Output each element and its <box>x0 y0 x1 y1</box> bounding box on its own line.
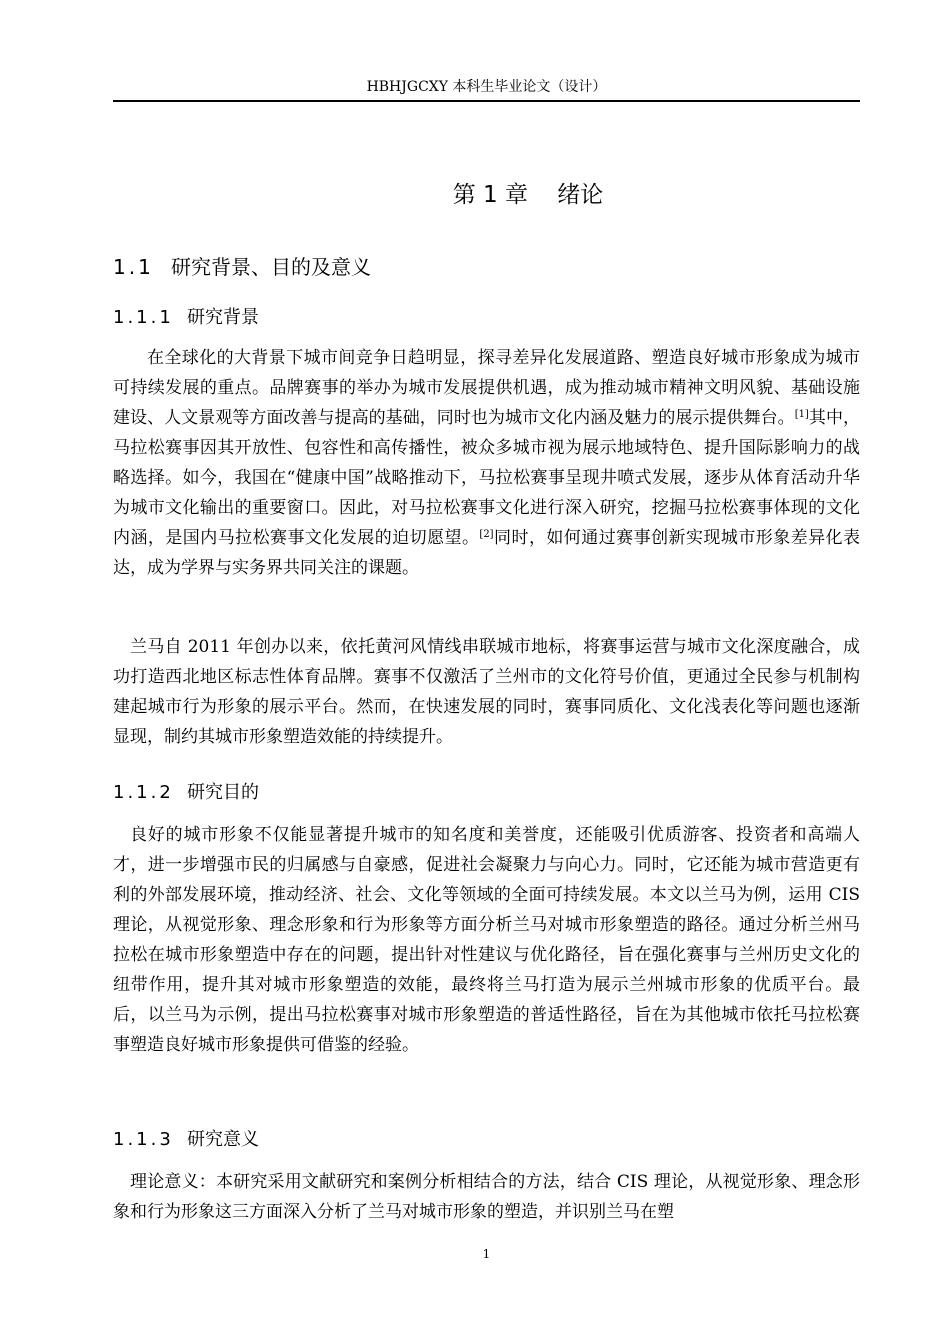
subsection-heading-1-1-2 <box>113 781 259 805</box>
subsection-number: 1.1.3 <box>113 1129 174 1150</box>
chapter-title: 第 1 章 绪论 <box>452 182 604 208</box>
subsection-title: 研究意义 <box>187 1129 259 1150</box>
paragraph-text: 同时，如何通过赛事创新实现城市形象差异化表达，成为学界与实务界共同关注的课题。 <box>113 528 861 578</box>
header-rule <box>113 100 860 102</box>
paragraph-significance: 理论意义：本研究采用文献研究和案例分析相结合的方法，结合 CIS 理论，从视觉形象、理念形象和行为形象这三方面深入分析了兰马对城市形象的塑造，并识别兰马在塑 <box>113 1172 860 1222</box>
paragraph-text: 在全球化的大背景下城市间竞争日趋明显，探寻差异化发展道路、塑造良好城市形象成为城市可持续发展的重点。品牌赛事的举办为城市发展提供机遇，成为推动城市精神文明风貌、基础设施建设、人文景观等方面改善与提高的基础，同时也为城市文化内涵及魅力的展示提供舞台。 <box>113 348 860 428</box>
paragraph-text: 其中，马拉松赛事因其开放性、包容性和高传播性，被众多城市视为展示地域特色、提升国际影响力的战略选择。如今，我国在“健康中国”战略推动下，马拉松赛事呈现井喷式发展，逐步从体育活动升华为城市文化输出的重要窗口。因此，对马拉松赛事文化进行深入研究，挖掘马拉松赛事体现的文化内涵，是国内马拉松赛事文化发展的迫切愿望。 <box>113 408 861 548</box>
section-title: 研究背景、目的及意义 <box>171 255 371 279</box>
paragraph-lanma-intro: 兰马自 2011 年创办以来，依托黄河风情线串联城市地标，将赛事运营与城市文化深度融合，成功打造西北地区标志性体育品牌。赛事不仅激活了兰州市的文化符号价值，更通过全民参与机制构建起城市行为形象的展示平台。然而，在快速发展的同时，赛事同质化、文化浅表化等问题也逐渐显现，制约其城市形象塑造效能的持续提升。 <box>113 637 860 747</box>
subsection-number: 1.1.1 <box>113 307 174 328</box>
subsection-heading-1-1-1 <box>113 306 259 330</box>
running-header: HBHJGCXY 本科生毕业论文（设计） <box>366 79 607 95</box>
subsection-title: 研究背景 <box>187 307 259 328</box>
citation-ref-1[interactable]: [1] <box>794 409 809 420</box>
section-heading-1-1 <box>113 254 371 280</box>
paragraph-purpose: 良好的城市形象不仅能显著提升城市的知名度和美誉度，还能吸引优质游客、投资者和高端人才，进一步增强市民的归属感与自豪感，促进社会凝聚力与向心力。同时，它还能为城市营造更有利的外部发展环境，推动经济、社会、文化等领域的全面可持续发展。本文以兰马为例，运用 CIS 理论，从视觉形象、理念形象和行为形象等方面分析兰马对城市形象塑造的路径。通过分析兰州马拉松在城市形象塑造中存在的问题，提出针对性建议与优化路径，旨在强化赛事与兰州历史文化的纽带作用，提升其对城市形象塑造的效能，最终将兰马打造为展示兰州城市形象的优质平台。最后，以兰马为示例，提出马拉松赛事对城市形象塑造的普适性路径，旨在为其他城市依托马拉松赛事塑造良好城市形象提供可借鉴的经验。 <box>113 825 860 1055</box>
subsection-title: 研究目的 <box>187 782 259 803</box>
section-number: 1.1 <box>113 255 154 279</box>
subsection-number: 1.1.2 <box>113 782 174 803</box>
citation-ref-2[interactable]: [2] <box>479 529 494 540</box>
paragraph-background <box>113 343 860 583</box>
subsection-heading-1-1-3 <box>113 1128 259 1152</box>
page-number: 1 <box>482 1247 491 1261</box>
